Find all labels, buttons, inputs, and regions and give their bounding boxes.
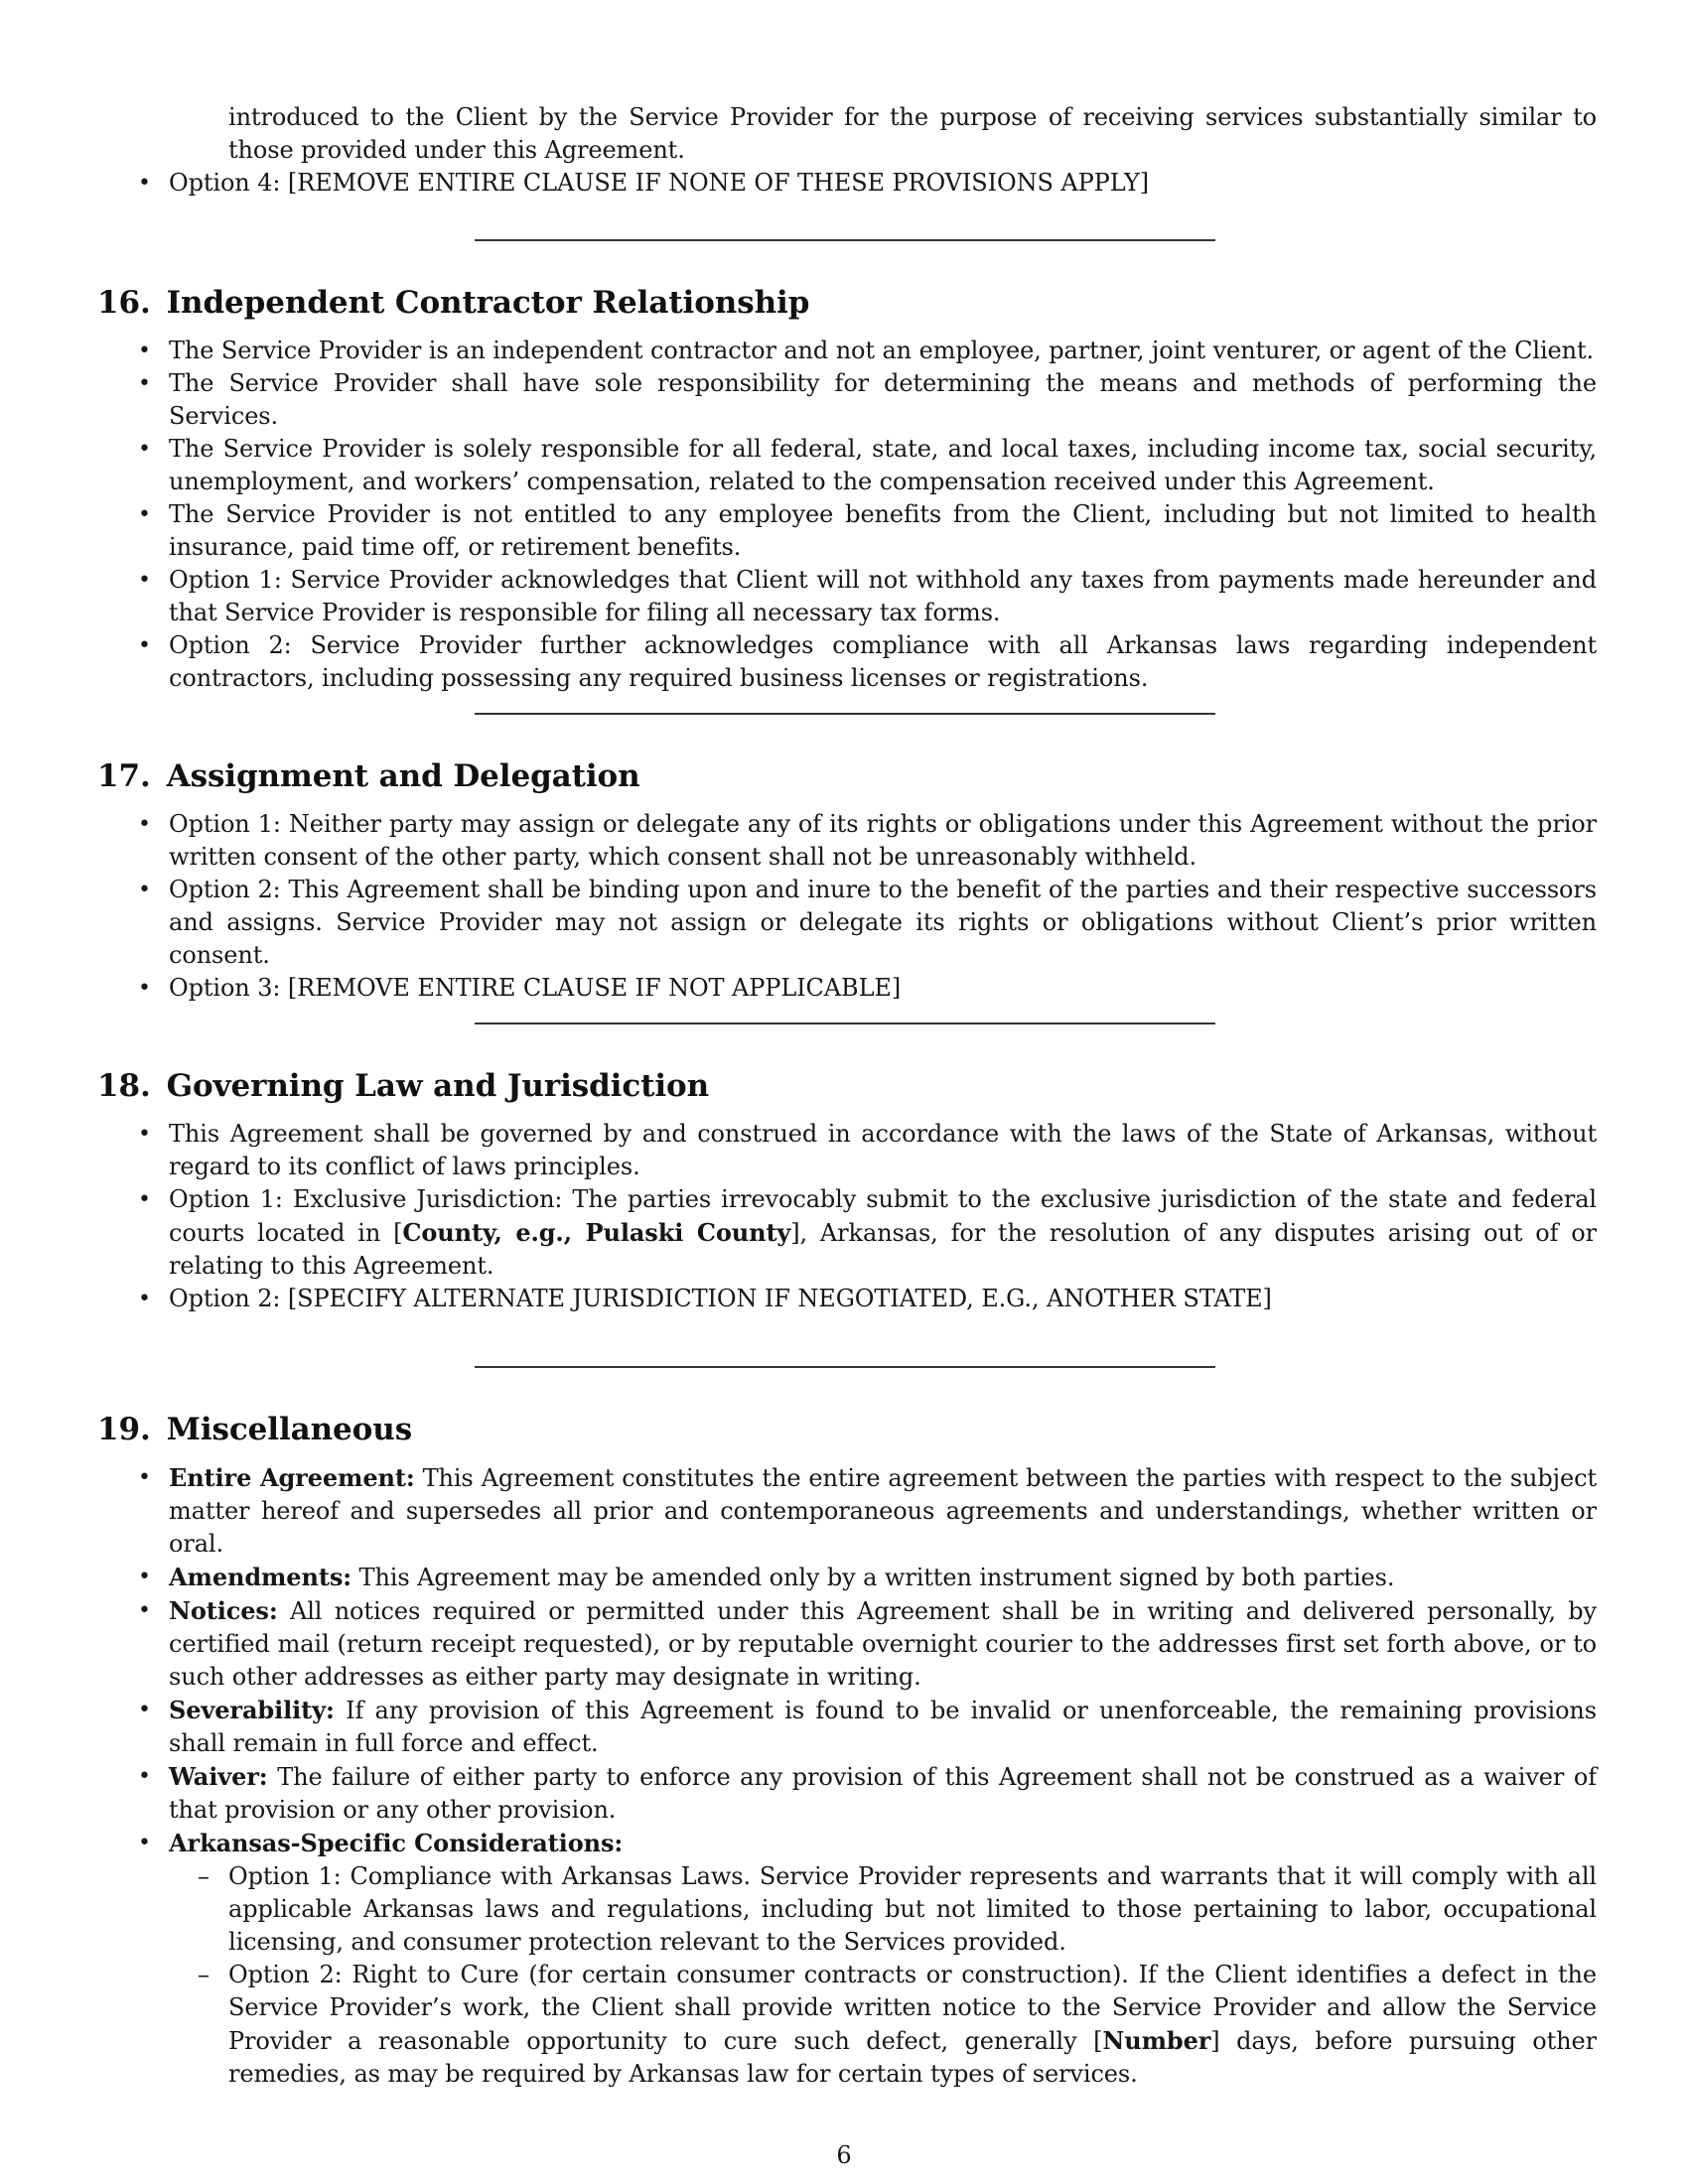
list-item: • Option 4: [REMOVE ENTIRE CLAUSE IF NONE OF THESE PROVISIONS APPLY]	[97, 167, 1597, 200]
section-19	[97, 1410, 1597, 2091]
section-divider	[475, 713, 1215, 715]
item-label: Entire Agreement:	[169, 1463, 415, 1492]
section-18	[97, 1066, 1597, 1315]
bullet-list	[97, 335, 1597, 695]
section-heading: 18. Governing Law and Jurisdiction	[97, 1068, 710, 1104]
list-item: • Option 2: Service Provider further acknowledges compliance with all Arkansas laws regarding independent contractors, including possessing any required business licenses or registrations.	[97, 629, 1597, 695]
list-item: • Option 1: Exclusive Jurisdiction: The parties irrevocably submit to the exclusive jurisdiction of the state and federal courts located in [County, e.g., Pulaski County], Arkansas, for the resolution of any disputes arising out of or relating to this Agreement.	[97, 1183, 1597, 1283]
bullet-list	[97, 808, 1597, 1005]
previous-section-continuation	[97, 101, 1597, 200]
item-label: Amendments:	[169, 1563, 352, 1591]
item-label: Severability:	[169, 1696, 335, 1724]
continuation-text: introduced to the Client by the Service Provider for the purpose of receiving services substantially similar to those provided under this Agreement.	[228, 103, 1597, 164]
bullet-list	[97, 1461, 1597, 2091]
section-divider	[475, 1023, 1215, 1024]
placeholder-field: County, e.g., Pulaski County	[402, 1218, 791, 1247]
placeholder-field: Number	[1102, 2026, 1211, 2055]
section-heading: 19. Miscellaneous	[97, 1412, 413, 1447]
list-item: • Severability: If any provision of this Agreement is found to be invalid or unenforceable, the remaining provisions shall remain in full force and effect.	[97, 1694, 1597, 1760]
list-item: • The Service Provider is solely responsible for all federal, state, and local taxes, including income tax, social security, unemployment, and workers’ compensation, related to the compensation received under this Agreement.	[97, 433, 1597, 498]
item-label: Arkansas-Specific Considerations:	[169, 1829, 624, 1857]
list-item: • The Service Provider is an independent contractor and not an employee, partner, joint venturer, or agent of the Client.	[97, 335, 1597, 367]
page-number: 6	[836, 2141, 852, 2169]
list-item: • Option 1: Neither party may assign or delegate any of its rights or obligations under this Agreement without the prior written consent of the other party, which consent shall not be unreasonably withheld.	[97, 808, 1597, 874]
section-divider	[475, 1366, 1215, 1368]
section-16	[97, 283, 1597, 695]
section-divider	[475, 239, 1215, 241]
list-item: • Option 2: [SPECIFY ALTERNATE JURISDICTION IF NEGOTIATED, E.G., ANOTHER STATE]	[97, 1283, 1597, 1315]
list-item: • Option 1: Service Provider acknowledges that Client will not withhold any taxes from payments made hereunder and that Service Provider is responsible for filing all necessary tax forms.	[97, 564, 1597, 629]
section-heading: 16. Independent Contractor Relationship	[97, 285, 810, 321]
list-item: • Option 2: This Agreement shall be binding upon and inure to the benefit of the parties and their respective successors and assigns. Service Provider may not assign or delegate its rights or obligations without Client’s prior written consent.	[97, 874, 1597, 972]
sub-list-item: – Option 1: Compliance with Arkansas Laws. Service Provider represents and warrants that it will comply with all applicable Arkansas laws and regulations, including but not limited to those pertaining to labor, occupational licensing, and consumer protection relevant to the Services provided.	[97, 1860, 1597, 1959]
sub-list-item: – Option 2: Right to Cure (for certain consumer contracts or construction). If the Client identifies a defect in the Service Provider’s work, the Client shall provide written notice to the Service Provider and allow the Service Provider a reasonable opportunity to cure such defect, generally [Number] days, before pursuing other remedies, as may be required by Arkansas law for certain types of services.	[97, 1959, 1597, 2091]
section-17	[97, 756, 1597, 1005]
list-item: • Option 3: [REMOVE ENTIRE CLAUSE IF NOT APPLICABLE]	[97, 972, 1597, 1005]
list-item: • The Service Provider shall have sole responsibility for determining the means and methods of performing the Services.	[97, 367, 1597, 433]
item-label: Waiver:	[169, 1762, 268, 1791]
list-item: • Amendments: This Agreement may be amended only by a written instrument signed by both parties.	[97, 1561, 1597, 1594]
section-heading: 17. Assignment and Delegation	[97, 758, 640, 794]
list-item: • The Service Provider is not entitled to any employee benefits from the Client, including but not limited to health insurance, paid time off, or retirement benefits.	[97, 498, 1597, 564]
sub-list	[97, 1860, 1597, 2091]
bullet-list	[97, 167, 1597, 200]
item-label: Notices:	[169, 1596, 278, 1625]
list-item: • Waiver: The failure of either party to enforce any provision of this Agreement shall not be construed as a waiver of that provision or any other provision.	[97, 1760, 1597, 1827]
list-item: • Notices: All notices required or permitted under this Agreement shall be in writing and delivered personally, by certified mail (return receipt requested), or by reputable overnight courier to the addresses first set forth above, or to such other addresses as either party may designate in writing.	[97, 1594, 1597, 1694]
list-item: • Entire Agreement: This Agreement constitutes the entire agreement between the parties with respect to the subject matter hereof and supersedes all prior and contemporaneous agreements and understandings, whether written or oral.	[97, 1461, 1597, 1561]
bullet-list	[97, 1118, 1597, 1315]
list-item: • This Agreement shall be governed by and construed in accordance with the laws of the State of Arkansas, without regard to its conflict of laws principles.	[97, 1118, 1597, 1183]
list-item	[97, 1827, 1597, 2091]
